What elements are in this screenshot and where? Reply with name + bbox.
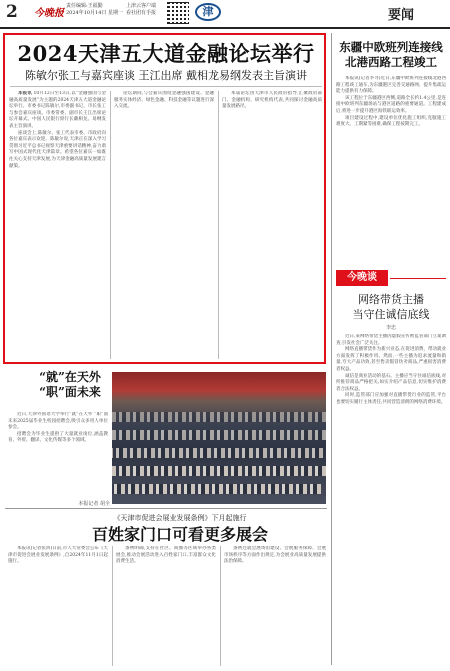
right-headline-line2: 北港西路工程竣工 [345,55,437,69]
lead-column-1 [9,91,106,359]
opinion-paragraph: 近日,某网络带货主播因虚假宣传被监管部门立案调查,引发社会广泛关注。 [336,334,446,346]
bottom-left-paragraph: 近日,天津外国语大学举行“就”在天外 “职”面未来2025届毕业生校园招聘会,吸引众多用人单位参会。 [8,412,108,431]
column-divider [110,91,111,359]
right-paragraph: 项目建设过程中,建设单位优化施工组织,克服施工难度大、工期紧等困难,确保工程按期完工。 [336,115,446,128]
bottom-kicker: 《天津市促进会展业发展条例》下月起施行 [113,514,247,522]
tag-rule [390,278,446,279]
opinion-paragraph: 网络直播带货作为新兴业态,在促进消费、带动就业方面发挥了积极作用。然而,一些主播为追求流量和销量,夸大产品功效,甚至售卖假冒伪劣商品,严重损害消费者权益。 [336,347,446,372]
lead-column-3 [222,91,322,359]
bottom-left-author: 本报记者 胡全 [78,501,110,507]
bottom-paragraph: 条例还就会展场馆建设、会展服务保障、会展市场秩序等方面作出规定,为会展业高质量发展提供法治保障。 [224,546,326,565]
opinion-headline [336,292,446,322]
bottom-left-headline-line2: “职”面未来 [39,385,101,399]
app-ad-line1: 上津云客户端 [126,3,157,9]
masthead-meta [66,3,123,17]
bottom-left-paragraph: 招聘会为毕业生提供了大量就业岗位,涵盖教育、外贸、翻译、文化传媒等多个领域。 [8,431,108,444]
right-headline [336,40,446,70]
lead-rule [10,86,322,87]
column-divider [112,546,113,666]
column-divider [220,546,221,666]
section-title: 要闻 [388,8,415,23]
opinion-author: 李忠 [385,325,396,331]
section-rule [5,508,327,509]
lead-paragraph: 10月12日至13日,以“金融强国与金融高质量发展”为主题的2024天津五大道金融论坛举行。市委书记陈敏尔,市委副书记、市长张工与参会嘉宾座谈。市委常委、副市长王江出席论坛开幕式。中国人民银行原行长戴相龙、易纲发表主旨演讲。 [9,91,106,129]
lead-subheadline: 陈敏尔张工与嘉宾座谈 王江出席 戴相龙易纲发表主旨演讲 [25,69,307,82]
right-article-body [336,76,446,262]
right-paragraph: 本报讯(记者李寻)近日,东疆中欧班列连接线北港西路工程竣工通车,为东疆港区完善交通路网、提升集疏运能力提供有力保障。 [336,76,446,95]
bottom-paragraph: 条例明确,支持在社区、商圈等区域举办各类展会,推动会展活动进入百姓家门口,丰富群众文化消费生活。 [116,546,216,565]
bottom-headline: 百姓家门口可看更多展会 [91,525,268,544]
opinion-paragraph: 诚信是商业活动的基石。主播应当守住诚信底线,对所推荐商品严格把关,如实介绍产品信息,切实维护消费者合法权益。 [336,373,446,392]
right-paragraph: 该工程位于东疆港区西侧,道路全长约1.4公里,是连接中欧班列东疆场站与港区道路的重要通道。工程建成后,将进一步提升港区海铁联运效率。 [336,95,446,114]
bottom-paragraph: 本报讯(记者张鸿)日前,市人大常委会公布《天津市促进会展业发展条例》,自2024年11月1日起施行。 [8,546,108,565]
opinion-paragraph: 同时,监管部门应加强对直播带货行业的监管,平台也要切实履行主体责任,共同营造清朗的网络消费环境。 [336,393,446,405]
column-tag: 今晚谈 [336,270,388,286]
bottom-column-3 [224,546,326,666]
editor-line: 责任编辑:王福勤 [66,3,103,9]
bottom-column-2 [116,546,216,666]
lead-column-2 [114,91,214,359]
bottom-column-1 [8,546,108,666]
newspaper-logo: 今晚报 [34,8,64,19]
app-logo-icon: 津 [195,3,221,21]
right-column-divider [331,33,332,665]
opinion-headline-line2: 当守住诚信底线 [352,308,430,321]
lead-paragraph: 论坛期间,与会嘉宾围绕金融强国建设、金融服务实体经济、绿色金融、科技金融等议题进行深入交流。 [114,91,214,110]
page-number: 2 [6,2,18,22]
lead-paragraph: 座谈会上,陈敏尔、张工代表市委、市政府向各位嘉宾表示欢迎。陈敏尔说,天津正在深入学习贯彻习近平总书记视察天津重要讲话精神,奋力谱写中国式现代化天津篇章。希望各位嘉宾一如既往关心支持天津发展,为天津金融高质量发展建言献策。 [9,130,106,169]
opinion-headline-line1: 网络带货主播 [358,293,424,306]
bottom-left-body [8,412,108,502]
qr-code-overlay [167,2,189,24]
opinion-body [336,334,446,665]
header-rule [0,27,450,29]
column-divider [218,91,219,359]
right-headline-line1: 东疆中欧班列连接线 [339,40,443,54]
bottom-left-headline-line1: “就”在天外 [39,370,101,384]
lead-headline: 2024天津五大道金融论坛举行 [17,41,315,66]
lead-byline: 本报讯 [18,91,32,96]
lead-paragraph: 本届论坛由天津市人民政府指导,汇聚政府部门、金融机构、研究机构代表,共同探讨金融高质量发展路径。 [222,91,322,110]
date-line: 2024年10月14日 星期一 [66,10,124,16]
job-fair-photo [112,372,326,504]
bottom-left-headline [35,370,105,400]
app-ad-line2: 看社团有手报 [126,10,157,16]
app-ad [126,3,156,17]
